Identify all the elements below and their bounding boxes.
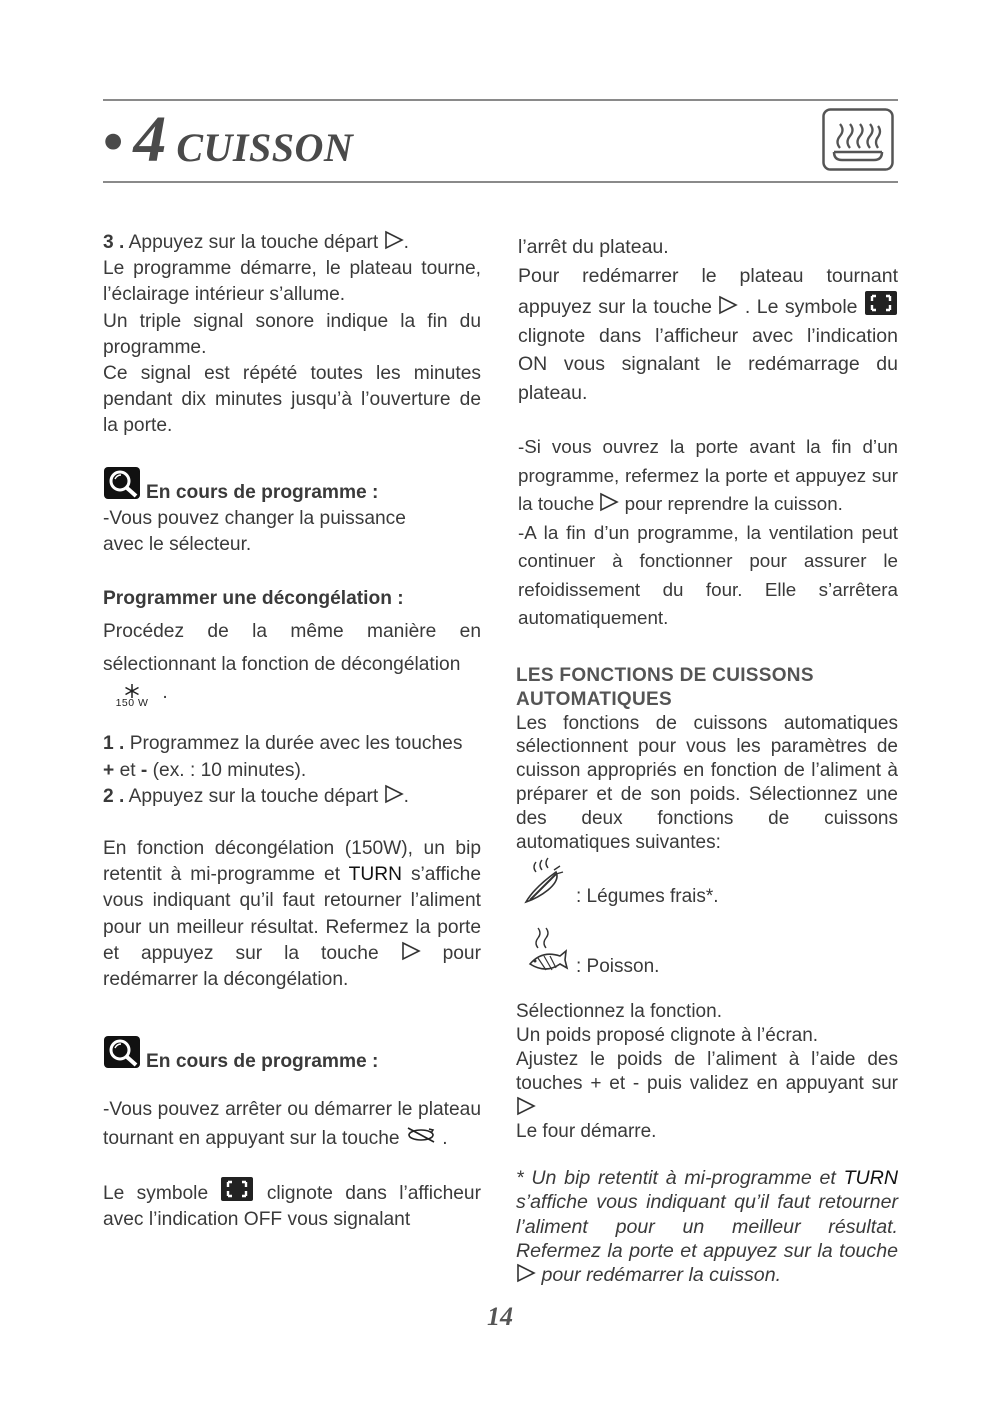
bottom-rule <box>103 181 898 183</box>
restart-paragraph <box>518 262 898 408</box>
continued-text: l’arrêt du plateau. <box>518 236 669 258</box>
turntable-icon <box>405 1124 437 1144</box>
repeat-paragraph: Ce signal est répété toutes les minutes pendant dix minutes jusqu’à l’ouverture de la porte. <box>103 363 481 437</box>
fish-icon <box>516 926 574 978</box>
stop-paragraph <box>103 1097 481 1151</box>
step3-text: Appuyez sur la touche départ <box>128 232 379 253</box>
select-line-4: Le four démarre. <box>516 1121 657 1143</box>
start-paragraph: Le programme démarre, le plateau tourne, l’éclairage intérieur s’allume. <box>103 258 481 306</box>
auto-section <box>516 664 898 1287</box>
defrost-heading: Programmer une décongélation : <box>103 588 404 610</box>
chapter-title: CUISSON <box>176 125 354 170</box>
turn-paragraph <box>103 836 481 993</box>
right-column <box>518 233 898 633</box>
step3-number: 3 . <box>103 232 125 253</box>
function-vegetables <box>516 856 898 908</box>
start-triangle-icon <box>718 295 738 315</box>
auto-heading: LES FONCTIONS DE CUISSONS AUTOMATIQUES <box>516 665 814 710</box>
symbol-off-text-b: clignote dans l’afficheur avec l’indication OFF vous signalant <box>103 1182 481 1231</box>
step1-text: Programmez la durée avec les touches <box>129 733 463 755</box>
function-fish <box>516 926 898 978</box>
note-2-title: En cours de programme : <box>146 1051 379 1073</box>
select-line-3-text: Ajustez le poids de l’aliment à l’aide des touches + et - puis validez en appuyant sur <box>516 1048 898 1094</box>
vegetables-label: : Légumes frais*. <box>576 885 719 907</box>
start-triangle-icon <box>401 941 421 961</box>
restart-text-c: clignote dans l’afficheur avec l’indication ON vous signalant le redémarrage du plateau. <box>518 324 898 404</box>
ventilation-paragraph: -A la fin d’un programme, la ventilation peut continuer à fonctionner pour assurer le refoidissement du four. Elle s’arrêtera automatiquement. <box>518 521 898 628</box>
start-triangle-icon <box>384 230 404 250</box>
note-1-title: En cours de programme : <box>146 481 379 503</box>
turn-text-c: pour redémarrer la décongélation. <box>103 942 481 991</box>
defrost-paragraph <box>103 615 481 681</box>
snowflake-icon <box>124 684 140 698</box>
oven-heat-icon <box>822 108 894 171</box>
minus-key: - <box>140 759 148 781</box>
start-triangle-icon <box>516 1096 536 1116</box>
step2 <box>103 784 481 810</box>
select-line-1: Sélectionnez la fonction. <box>516 1001 722 1023</box>
start-triangle-icon <box>516 1263 536 1283</box>
step1 <box>103 731 481 783</box>
stop-text: -Vous pouvez arrêter ou démarrer le plateau tournant en appuyant sur la touche <box>103 1099 481 1149</box>
note-2 <box>103 1035 481 1075</box>
turn-word: TURN <box>348 864 402 886</box>
restart-end: . <box>744 296 751 318</box>
footnote-text-a: * Un bip retentit à mi-programme et <box>516 1167 836 1190</box>
note-1-text-a: -Vous pouvez changer la puissance <box>103 507 406 529</box>
step2-text: Appuyez sur la touche départ <box>128 785 379 807</box>
step2-number: 2 . <box>103 785 125 807</box>
magnifier-info-icon <box>103 466 143 502</box>
defrost-text: Procédez de la même manière en sélectionnant la fonction de décongélation <box>103 621 481 676</box>
plus-key: + <box>103 759 115 781</box>
defrost-watt-label: 150 W <box>115 697 149 710</box>
turn-text-a: En fonction décongélation (150W), un bip retentit à mi-programme et <box>103 838 481 886</box>
top-rule <box>103 99 898 101</box>
auto-paragraph: Les fonctions de cuissons automatiques sélectionnent pour vous les paramètres de cuisson appropriés en fonction de l’aliment à préparer et de son poids. Sélectionnez une des deux fonctions de cuissons automatiques suivantes: <box>516 712 898 853</box>
page-title <box>103 102 353 180</box>
restart-text-b: Le symbole <box>756 296 858 318</box>
step1-number: 1 . <box>103 733 125 755</box>
restart-text-a: Pour redémarrer le plateau tournant appuyez sur la touche <box>518 264 898 318</box>
title-bullet: • <box>103 109 124 174</box>
turntable-display-symbol-icon <box>220 1176 254 1202</box>
page-number: 14 <box>487 1302 513 1331</box>
stop-end: . <box>442 1127 448 1149</box>
left-column <box>103 230 481 1233</box>
footnote-text-b: s’affiche vous indiquant qu’il faut retourner l’aliment pour un meilleur résultat. Refermez la porte et appuyez sur la touche <box>516 1191 898 1262</box>
footnote <box>516 1166 898 1287</box>
turn-text-b: s’affiche vous indiquant qu’il faut retourner l’aliment pour un meilleur résultat. Refermez la porte et appuyez sur la touche <box>103 864 481 964</box>
defrost-icon-row <box>103 681 481 709</box>
door-text-a: -Si vous ouvrez la porte avant la fin d’un programme, refermez la porte et appuyez sur la touche <box>518 436 898 514</box>
note-1-text-b: avec le sélecteur. <box>103 534 252 556</box>
step1-rest: (ex. : 10 minutes). <box>152 759 307 781</box>
footnote-text-c: pour redémarrer la cuisson. <box>541 1263 782 1286</box>
vegetables-icon <box>516 856 574 908</box>
door-paragraph <box>518 433 898 519</box>
turntable-display-symbol-icon <box>864 290 898 316</box>
symbol-off-paragraph <box>103 1176 481 1233</box>
start-triangle-icon <box>384 784 404 804</box>
defrost-150w-icon <box>107 684 157 709</box>
select-line-3 <box>516 1048 898 1120</box>
note-1 <box>103 466 481 559</box>
start-triangle-icon <box>599 492 619 512</box>
symbol-off-text-a: Le symbole <box>103 1182 209 1204</box>
step2-end: . <box>403 785 409 807</box>
step3-end: . <box>403 232 409 253</box>
chapter-number: 4 <box>133 103 167 176</box>
select-line-2: Un poids proposé clignote à l’écran. <box>516 1025 819 1047</box>
defrost-end: . <box>162 682 168 704</box>
fish-label: : Poisson. <box>576 955 660 977</box>
step3 <box>103 230 481 256</box>
signal-paragraph: Un triple signal sonore indique la fin du programme. <box>103 310 481 358</box>
footnote-turn-word: TURN <box>843 1167 898 1190</box>
magnifier-info-icon <box>103 1035 143 1071</box>
step1-and: et <box>119 759 136 781</box>
door-text-b: pour reprendre la cuisson. <box>624 493 843 514</box>
